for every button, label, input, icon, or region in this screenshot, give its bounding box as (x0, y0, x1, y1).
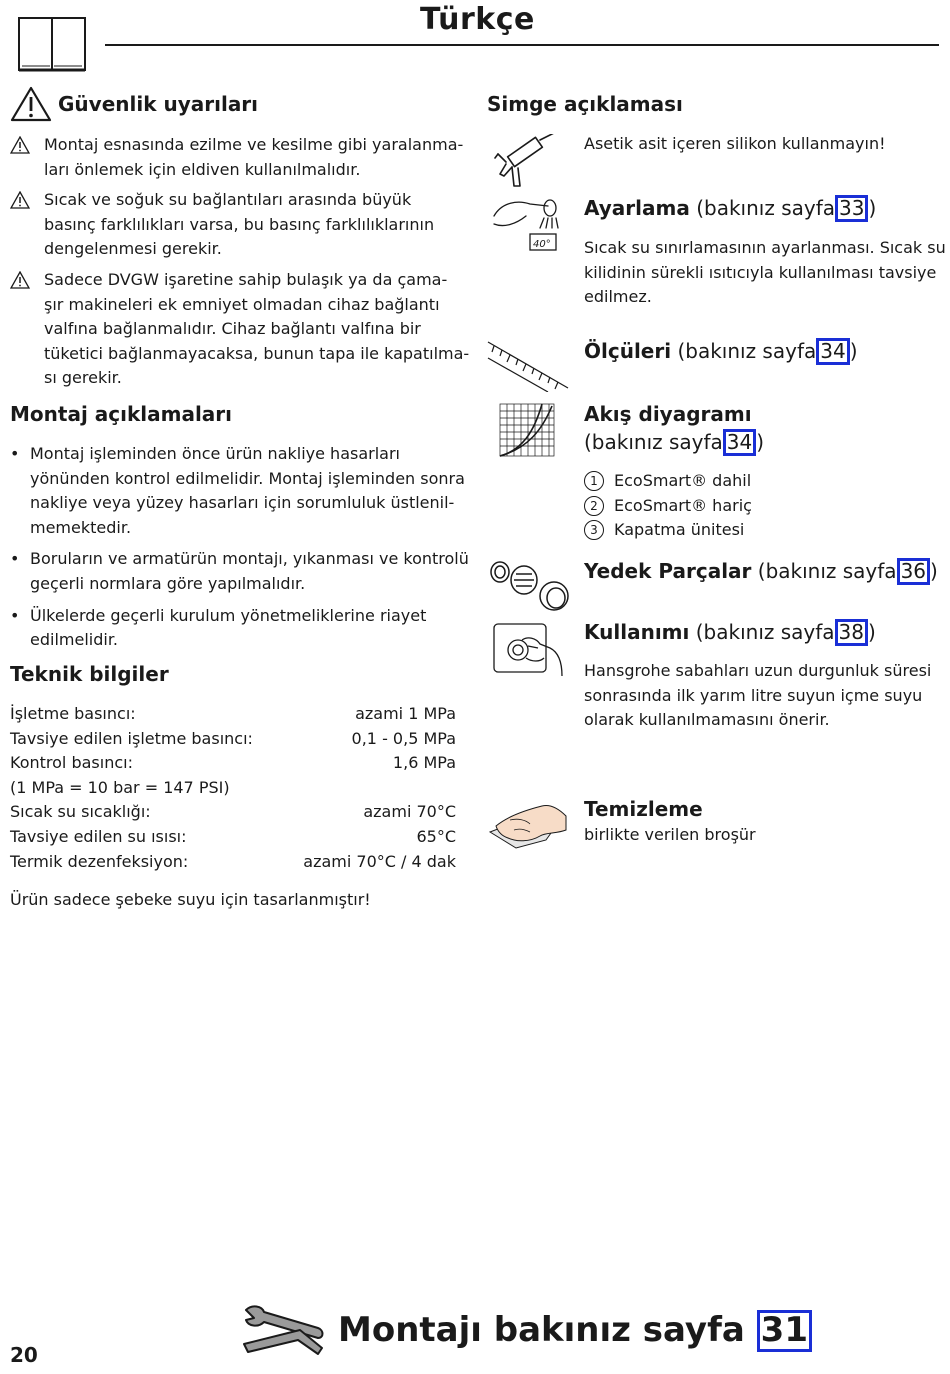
yedek-title: Yedek Parçalar (584, 559, 752, 583)
drinking-water-note: Ürün sadece şebeke suyu için tasarlanmıştır! (10, 890, 371, 909)
olculeri-title: Ölçüleri (584, 339, 672, 363)
table-row (10, 825, 456, 850)
warning-line: basınç farklılıkları varsa, bu basınç farklılıklarının (44, 214, 435, 234)
item-number: 3 (584, 520, 604, 540)
bullet-line: yönünden kontrol edilmelidir. Montaj işleminden sonra (30, 468, 465, 488)
table-row (10, 850, 456, 875)
olculeri-heading (584, 338, 858, 365)
silicone-note: Asetik asit içeren silikon kullanmayın! (584, 134, 886, 153)
ayarlama-text (584, 236, 950, 310)
text-line: kilidinin sürekli ısıtıcıyla kullanılması tavsiye (584, 262, 937, 282)
temizleme-text: birlikte verilen broşür (584, 825, 756, 844)
yedek-ref-close: ) (930, 559, 938, 583)
list-item (584, 469, 752, 494)
bullet-line: edilmelidir. (30, 630, 119, 650)
text-line: edilmez. (584, 287, 652, 307)
akis-heading (584, 400, 764, 456)
akis-page-link[interactable]: 34 (723, 429, 756, 456)
spec-label: Termik dezenfeksiyon: (10, 851, 189, 871)
safety-warnings (10, 133, 470, 391)
table-row (10, 702, 456, 727)
kullanim-heading (584, 619, 876, 646)
text-line: olarak kullanılmamasını önerir. (584, 710, 830, 730)
ayarlama-ref-close: ) (868, 196, 877, 220)
footer-montaj-page-link[interactable]: 31 (757, 1310, 812, 1352)
spec-label: Kontrol basıncı: (10, 753, 133, 773)
ruler-icon (486, 338, 570, 396)
warning-line: sı gerekir. (44, 368, 122, 388)
list-item (10, 442, 470, 540)
table-row (10, 800, 456, 825)
kullanim-ref-close: ) (868, 620, 876, 644)
footer-montaj-text: Montajı bakınız sayfa (338, 1310, 745, 1350)
spec-label: (1 MPa = 10 bar = 147 PSI) (10, 777, 230, 797)
akis-ref: (bakınız sayfa (584, 430, 723, 454)
item-text: Kapatma ünitesi (614, 520, 745, 540)
spec-value: azami 1 MPa (355, 704, 456, 723)
warning-line: dengelenmesi gerekir. (44, 239, 222, 259)
bullet-line: nakliye veya yüzey hasarları için sorumluluk üstlenil- (30, 493, 455, 513)
spec-value: azami 70°C (363, 802, 456, 822)
list-item (584, 518, 752, 543)
warning-icon (10, 268, 32, 391)
item-text: EcoSmart® hariç (614, 495, 752, 515)
footer-montaj-reference (338, 1310, 812, 1352)
yedek-ref: (bakınız sayfa (757, 559, 897, 583)
bullet-line: Ülkelerde geçerli kurulum yönetmeliklerine riayet (30, 605, 427, 625)
warning-icon (10, 133, 32, 182)
title-divider (105, 44, 939, 46)
silicone-gun-icon (494, 134, 560, 198)
table-row (10, 727, 456, 752)
hand-knob-icon (492, 618, 566, 682)
warning-line: tüketici bağlanmayacaksa, bunun tapa ile kapatılma- (44, 343, 470, 363)
spare-parts-icon (488, 556, 572, 618)
item-text: EcoSmart® dahil (614, 471, 752, 490)
bullet-line: geçerli normlara göre yapılmalıdır. (30, 573, 306, 593)
safety-heading: Güvenlik uyarıları (58, 92, 259, 116)
table-row (10, 751, 456, 776)
warning-item (10, 268, 470, 391)
spec-label: Tavsiye edilen su ısısı: (10, 826, 187, 846)
display-value: 40° (533, 239, 551, 250)
spec-label: Sıcak su sıcaklığı: (10, 802, 151, 822)
kullanim-title: Kullanımı (584, 620, 690, 644)
page-title: Türkçe (420, 2, 535, 37)
safety-warning-icon (10, 86, 52, 126)
bullet-dot: • (10, 549, 20, 569)
bullet-dot: • (10, 444, 20, 463)
item-number: 1 (584, 471, 604, 491)
warning-item (10, 133, 470, 182)
warning-item (10, 188, 470, 262)
spec-value: 65°C (416, 826, 456, 846)
symbols-heading: Simge açıklaması (487, 92, 683, 116)
spec-value: 1,6 MPa (392, 753, 456, 773)
teknik-heading: Teknik bilgiler (10, 662, 169, 686)
kullanim-text (584, 659, 944, 733)
akis-title: Akış diyagramı (584, 402, 752, 426)
list-item (584, 494, 752, 519)
text-line: sonrasında ilk yarım litre suyun içme suyu (584, 685, 923, 705)
kullanim-page-link[interactable]: 38 (835, 619, 868, 646)
warning-line: Montaj esnasında ezilme ve kesilme gibi yaralanma- (44, 135, 464, 154)
page-number: 20 (10, 1343, 38, 1367)
text-line: Sıcak su sınırlamasının ayarlanması. Sıcak su (584, 238, 946, 257)
cleaning-hand-icon (486, 796, 570, 858)
spec-label: Tavsiye edilen işletme basıncı: (10, 728, 253, 748)
warning-line: valfına bağlanmalıdır. Cihaz bağlantı valfına bir (44, 319, 421, 339)
yedek-page-link[interactable]: 36 (897, 558, 930, 585)
olculeri-ref-close: ) (849, 339, 858, 363)
ayarlama-ref: (bakınız sayfa (696, 196, 836, 220)
akis-legend (584, 469, 752, 543)
akis-ref-close: ) (756, 430, 765, 454)
yedek-heading (584, 558, 938, 585)
ayarlama-heading (584, 195, 876, 222)
temperature-adjust-icon (490, 194, 566, 258)
montaj-bullets (10, 442, 470, 653)
wrench-screwdriver-icon (240, 1300, 330, 1364)
list-item (10, 604, 470, 653)
warning-icon (10, 188, 32, 262)
olculeri-ref: (bakınız sayfa (677, 339, 817, 363)
kullanim-ref: (bakınız sayfa (695, 620, 835, 644)
spec-value: 0,1 - 0,5 MPa (351, 728, 456, 748)
book-icon (17, 14, 87, 78)
bullet-line: Boruların ve armatürün montajı, yıkanması ve kontrolü (30, 549, 469, 569)
warning-line: ları önlemek için eldiven kullanılmalıdır. (44, 159, 361, 179)
olculeri-page-link[interactable]: 34 (816, 338, 849, 365)
warning-line: Sıcak ve soğuk su bağlantıları arasında büyük (44, 190, 412, 210)
table-row (10, 776, 456, 801)
text-line: Hansgrohe sabahları uzun durgunluk süresi (584, 661, 932, 680)
ayarlama-page-link[interactable]: 33 (835, 195, 868, 222)
warning-line: şır makineleri ek emniyet olmadan cihaz bağlantı (44, 294, 440, 314)
list-item (10, 547, 470, 596)
bullet-line: memektedir. (30, 517, 132, 537)
spec-value: azami 70°C / 4 dak (303, 851, 456, 871)
temizleme-title: Temizleme (584, 797, 703, 821)
ayarlama-title: Ayarlama (584, 196, 690, 220)
warning-line: Sadece DVGW işaretine sahip bulaşık ya da çama- (44, 269, 448, 289)
item-number: 2 (584, 496, 604, 516)
tech-specs-table (10, 702, 456, 874)
bullet-dot: • (10, 605, 20, 625)
flow-diagram-icon (498, 402, 556, 462)
montaj-heading: Montaj açıklamaları (10, 402, 233, 426)
bullet-line: Montaj işleminden önce ürün nakliye hasarları (30, 444, 400, 463)
spec-label: İşletme basıncı: (10, 704, 136, 723)
